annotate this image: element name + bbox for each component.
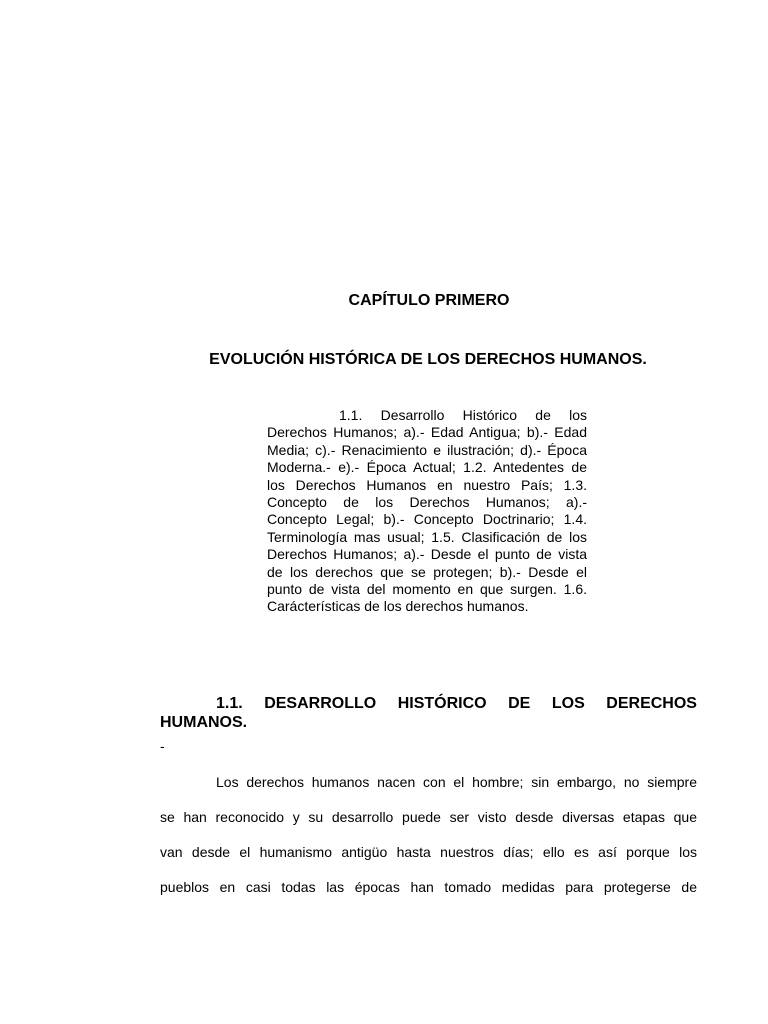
section-number: 1.1. [216, 695, 243, 712]
section-title-word: HISTÓRICO [397, 695, 487, 712]
body-line: se han reconocido y su desarrollo puede ser visto desde diversas etapas que [160, 809, 697, 825]
section-title-word: DESARROLLO [264, 695, 377, 712]
section-heading-line-1 [160, 694, 697, 713]
chapter-title: CAPÍTULO PRIMERO [348, 292, 510, 309]
body-line: van desde el humanismo antigüo hasta nuestros días; ello es así porque los [160, 844, 697, 860]
section-title-word: LOS [551, 695, 585, 712]
section-heading-line-2: HUMANOS. [160, 714, 248, 731]
section-title-word: DE [508, 695, 531, 712]
section-title-word: DERECHOS [606, 695, 697, 712]
chapter-subtitle: EVOLUCIÓN HISTÓRICA DE LOS DERECHOS HUMANOS. [209, 351, 647, 368]
section-dash: - [160, 738, 165, 754]
body-line: Los derechos humanos nacen con el hombre; sin embargo, no siempre [216, 774, 697, 790]
body-line: pueblos en casi todas las épocas han tomado medidas para protegerse de [160, 879, 697, 895]
chapter-summary: 1.1. Desarrollo Histórico de los Derechos Humanos; a).- Edad Antigua; b).- Edad Media; c).- Renacimiento e ilustración; d).- Época Moderna.- e).- Época Actual; 1.2. Antedentes de los Derechos Humanos en nuestro País; 1.3. Concepto de los Derechos Humanos; a).- Concepto Legal; b).- Concepto Doctrinario; 1.4. Terminología mas usual; 1.5. Clasificación de los Derechos Humanos; a).- Desde el punto de vista de los derechos que se protegen; b).- Desde el punto de vista del momento en que surgen. 1.6. Carácterísticas de los derechos humanos. [267, 407, 587, 615]
body-paragraph [160, 765, 697, 905]
section-heading [160, 694, 697, 732]
